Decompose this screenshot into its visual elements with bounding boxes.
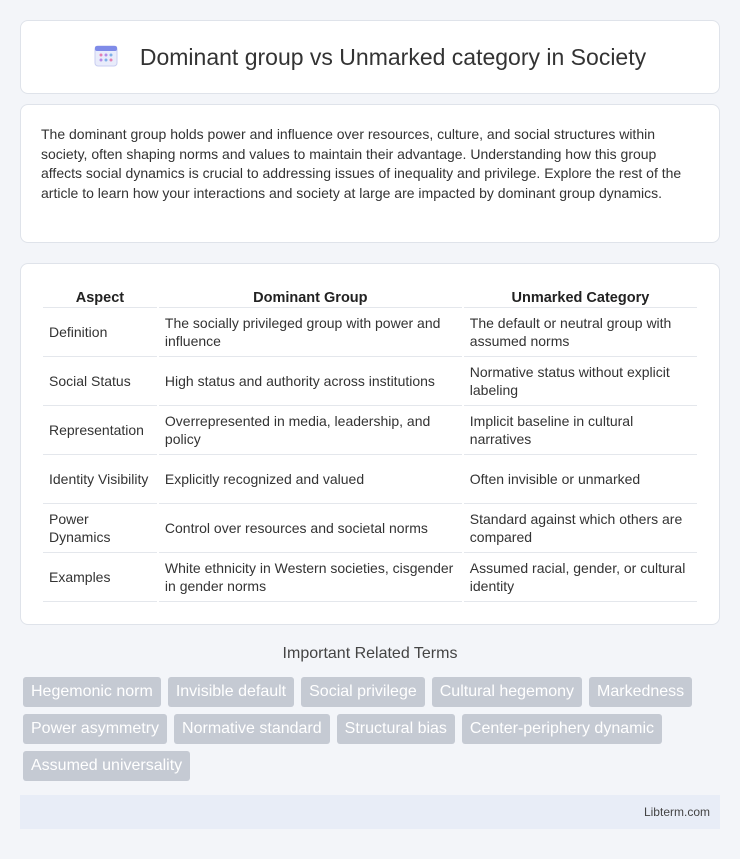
cell-aspect: Definition: [43, 308, 157, 357]
cell-unmarked: Assumed racial, gender, or cultural identity: [464, 553, 697, 602]
tag-hegemonic-norm[interactable]: Hegemonic norm: [23, 677, 161, 707]
tag-invisible-default[interactable]: Invisible default: [168, 677, 294, 707]
comparison-table: [41, 284, 699, 602]
cell-unmarked: The default or neutral group with assumed norms: [464, 308, 697, 357]
cell-dominant: Overrepresented in media, leadership, and policy: [159, 406, 462, 455]
related-terms-title: Important Related Terms: [282, 645, 458, 662]
header-dominant-group: Dominant Group: [159, 284, 462, 308]
cell-unmarked: Often invisible or unmarked: [464, 455, 697, 504]
table-row: [43, 357, 697, 406]
cell-unmarked: Standard against which others are compared: [464, 504, 697, 553]
tag-cultural-hegemony[interactable]: Cultural hegemony: [432, 677, 582, 707]
cell-dominant: Control over resources and societal norms: [159, 504, 462, 553]
tag-assumed-universality[interactable]: Assumed universality: [23, 751, 190, 781]
cell-aspect: Representation: [43, 406, 157, 455]
calendar-icon: [94, 43, 118, 72]
comparison-table-card: [20, 263, 720, 625]
table-row: [43, 455, 697, 504]
intro-card: [20, 104, 720, 243]
footer: [20, 795, 720, 829]
intro-text: The dominant group holds power and influence over resources, culture, and social structures within society, often shaping norms and values to maintain their advantage. Understanding how this group affects social dynamics is crucial to addressing issues of inequality and privilege. Explore the rest of the article to learn how your interactions and society at large are impacted by dominant group dynamics.: [41, 126, 682, 201]
cell-unmarked: Implicit baseline in cultural narratives: [464, 406, 697, 455]
table-header-row: [43, 284, 697, 308]
header-unmarked-category: Unmarked Category: [464, 284, 697, 308]
cell-aspect: Power Dynamics: [43, 504, 157, 553]
cell-dominant: The socially privileged group with power and influence: [159, 308, 462, 357]
table-row: [43, 406, 697, 455]
tag-markedness[interactable]: Markedness: [589, 677, 692, 707]
page-title: Dominant group vs Unmarked category in Society: [139, 43, 647, 70]
cell-dominant: White ethnicity in Western societies, cisgender in gender norms: [159, 553, 462, 602]
table-row: [43, 308, 697, 357]
tag-structural-bias[interactable]: Structural bias: [337, 714, 455, 744]
header-card: [20, 20, 720, 94]
cell-unmarked: Normative status without explicit labeling: [464, 357, 697, 406]
cell-aspect: Identity Visibility: [43, 455, 157, 504]
table-row: [43, 553, 697, 602]
cell-aspect: Examples: [43, 553, 157, 602]
tag-power-asymmetry[interactable]: Power asymmetry: [23, 714, 167, 744]
table-row: [43, 504, 697, 553]
tag-normative-standard[interactable]: Normative standard: [174, 714, 330, 744]
tag-social-privilege[interactable]: Social privilege: [301, 677, 425, 707]
related-terms-tags: [23, 677, 723, 781]
tag-center-periphery-dynamic[interactable]: Center-periphery dynamic: [462, 714, 662, 744]
footer-site[interactable]: Libterm.com: [643, 805, 710, 819]
cell-dominant: High status and authority across institutions: [159, 357, 462, 406]
cell-aspect: Social Status: [43, 357, 157, 406]
cell-dominant: Explicitly recognized and valued: [159, 455, 462, 504]
header-aspect: Aspect: [43, 284, 157, 308]
